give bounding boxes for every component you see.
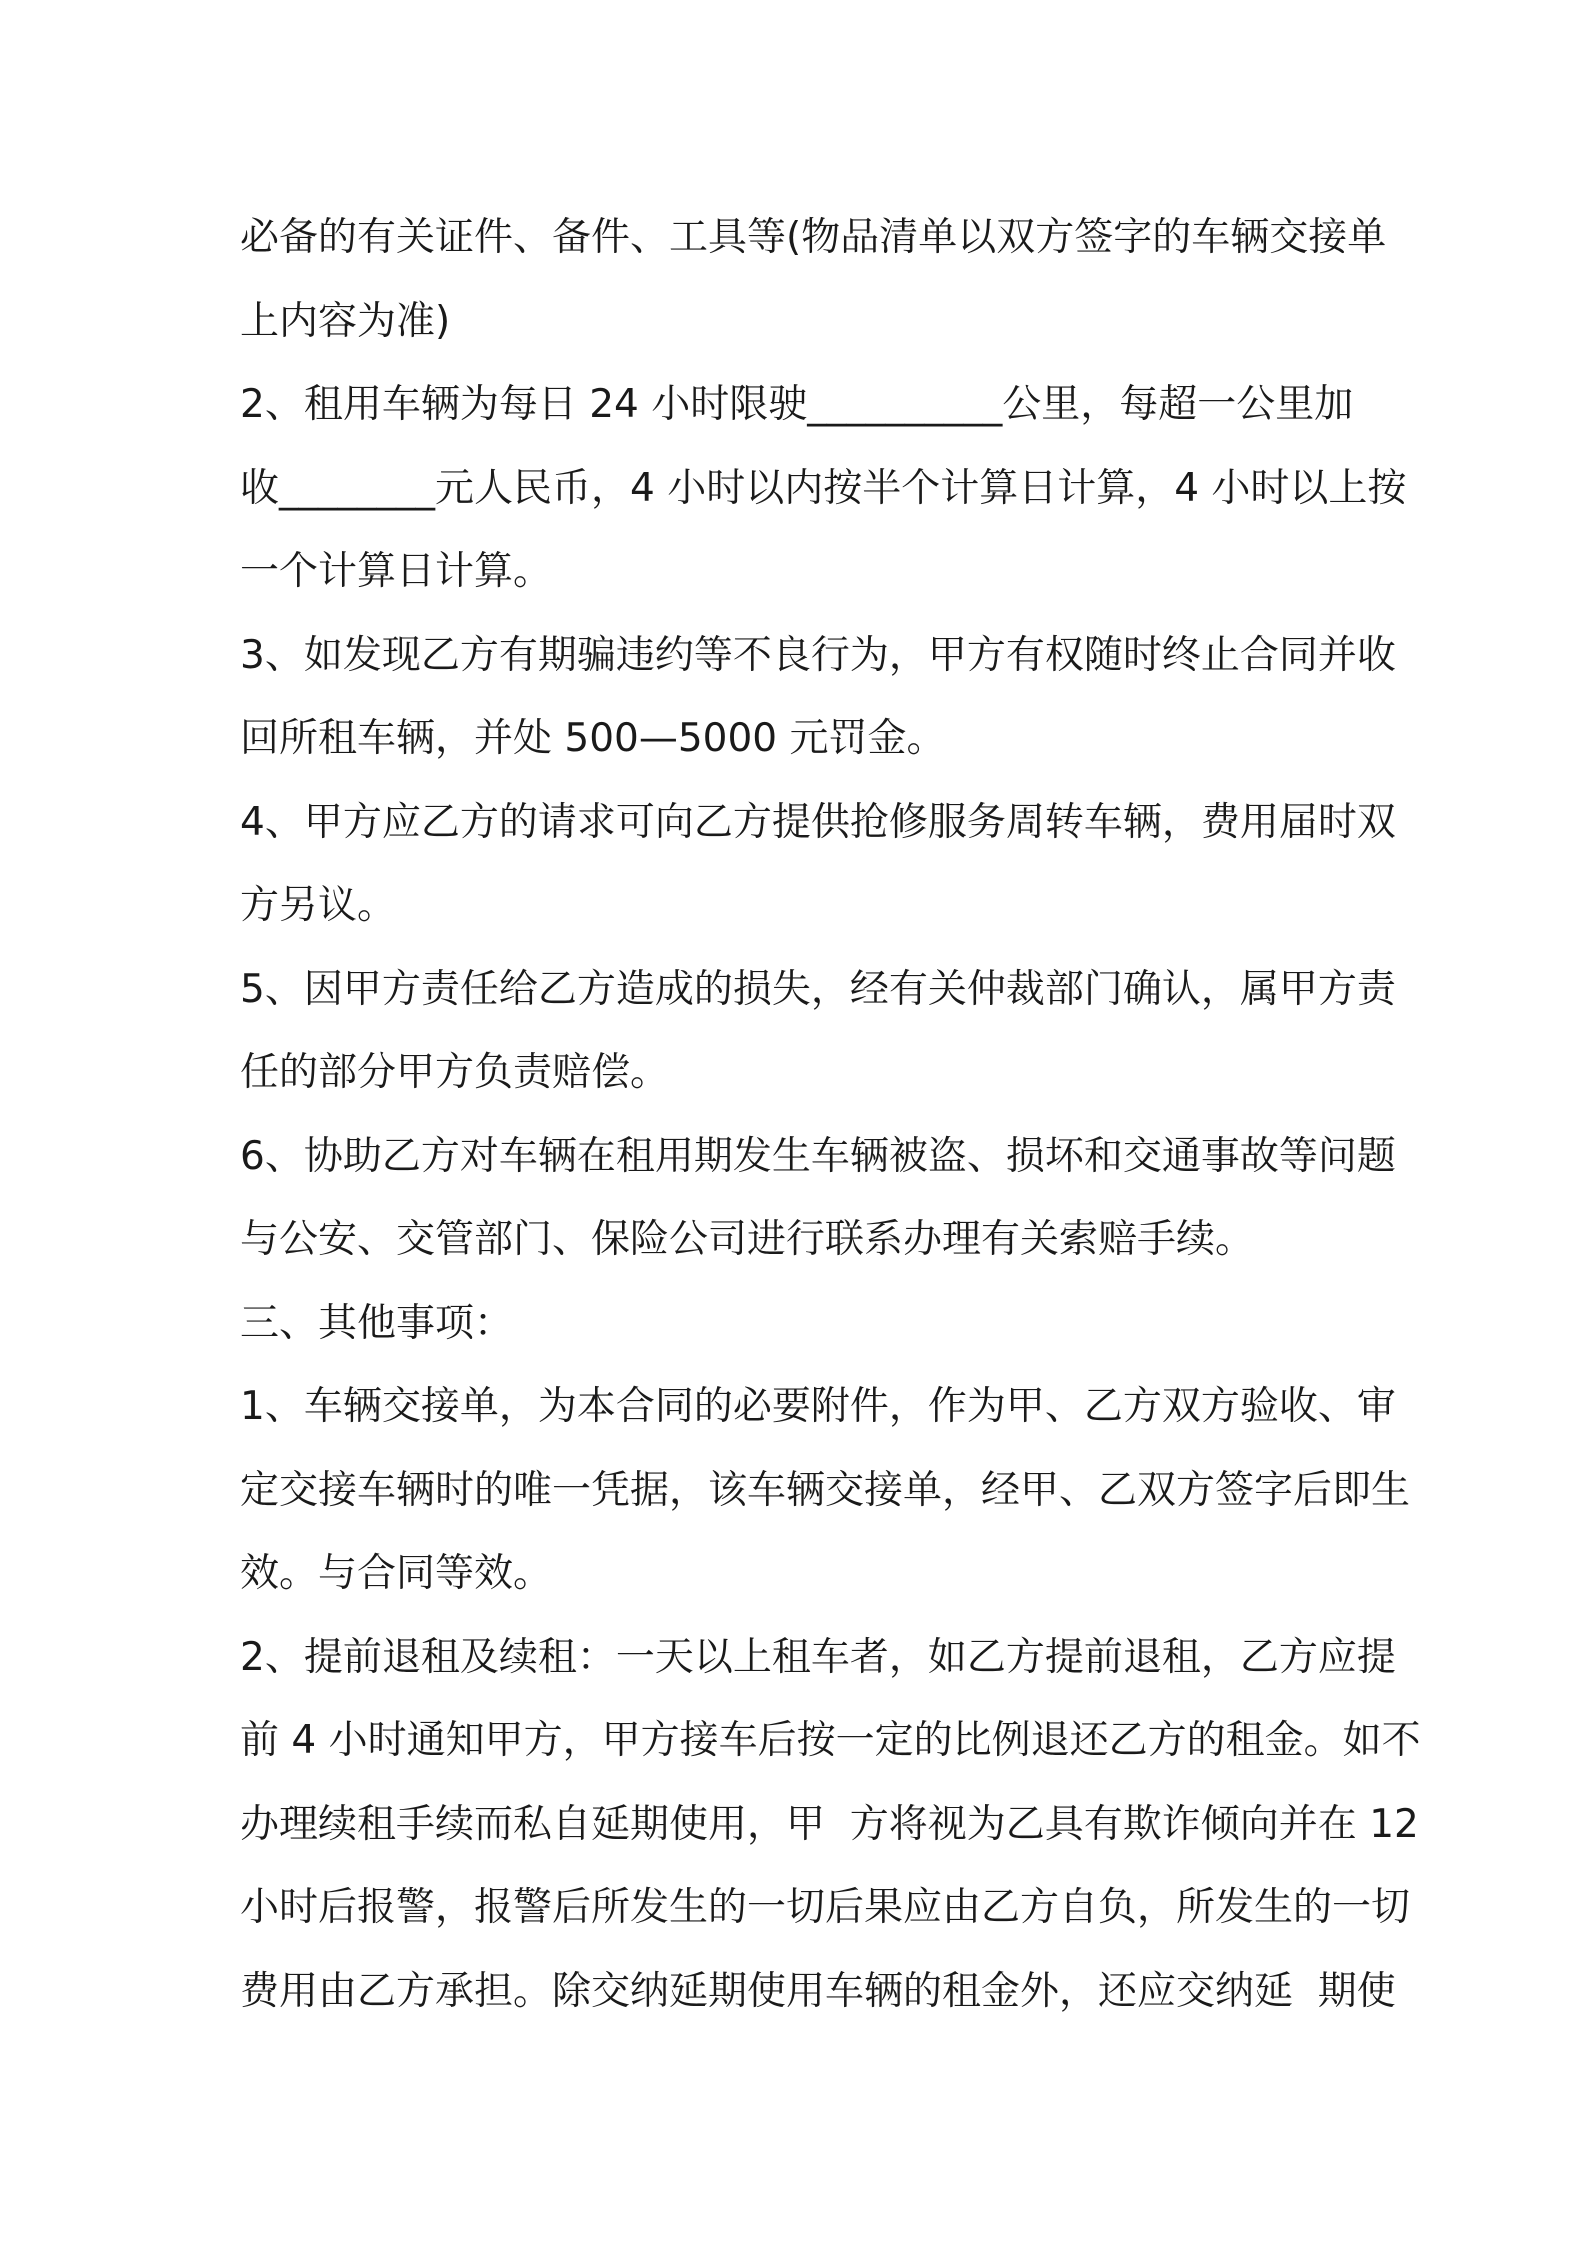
- text-line: 2、租用车辆为每日 24 小时限驶__________公里，每超一公里加: [240, 382, 1354, 427]
- text-line: 小时后报警，报警后所发生的一切后果应由乙方自负，所发生的一切: [240, 1885, 1411, 1930]
- text-line: 定交接车辆时的唯一凭据，该车辆交接单，经甲、乙双方签字后即生: [240, 1467, 1411, 1513]
- text-line: 5、因甲方责任给乙方造成的损失，经有关仲裁部门确认，属甲方责: [240, 966, 1396, 1012]
- text-line: 上内容为准): [240, 298, 451, 344]
- text-line: 6、协助乙方对车辆在租用期发生车辆被盗、损坏和交通事故等问题: [240, 1133, 1396, 1179]
- text-line: 办理续租手续而私自延期使用，甲 方将视为乙具有欺诈倾向并在 12: [240, 1801, 1419, 1847]
- text-line: 3、如发现乙方有期骗违约等不良行为，甲方有权随时终止合同并收: [240, 632, 1396, 678]
- text-line: 收________元人民币，4 小时以内按半个计算日计算，4 小时以上按: [240, 465, 1407, 511]
- text-line: 必备的有关证件、备件、工具等(物品清单以双方签字的车辆交接单: [240, 215, 1387, 260]
- text-line: 2、提前退租及续租：一天以上租车者，如乙方提前退租，乙方应提: [240, 1634, 1396, 1680]
- text-line: 一个计算日计算。: [240, 549, 553, 594]
- document-body: [240, 196, 1421, 2033]
- text-line: 方另议。: [240, 883, 397, 928]
- text-line: 效。与合同等效。: [240, 1551, 553, 1596]
- text-line: 前 4 小时通知甲方，甲方接车后按一定的比例退还乙方的租金。如不: [240, 1718, 1421, 1763]
- text-line: 费用由乙方承担。除交纳延期使用车辆的租金外，还应交纳延 期使: [240, 1968, 1396, 2014]
- text-line: 1、车辆交接单，为本合同的必要附件，作为甲、乙方双方验收、审: [240, 1384, 1396, 1429]
- text-line: 与公安、交管部门、保险公司进行联系办理有关索赔手续。: [240, 1217, 1255, 1262]
- text-line: 回所租车辆，并处 500—5000 元罚金。: [240, 716, 946, 761]
- text-line: 任的部分甲方负责赔偿。: [240, 1050, 670, 1095]
- text-line: 4、甲方应乙方的请求可向乙方提供抢修服务周转车辆，费用届时双: [240, 799, 1396, 845]
- section-heading: 三、其他事项：: [240, 1300, 514, 1346]
